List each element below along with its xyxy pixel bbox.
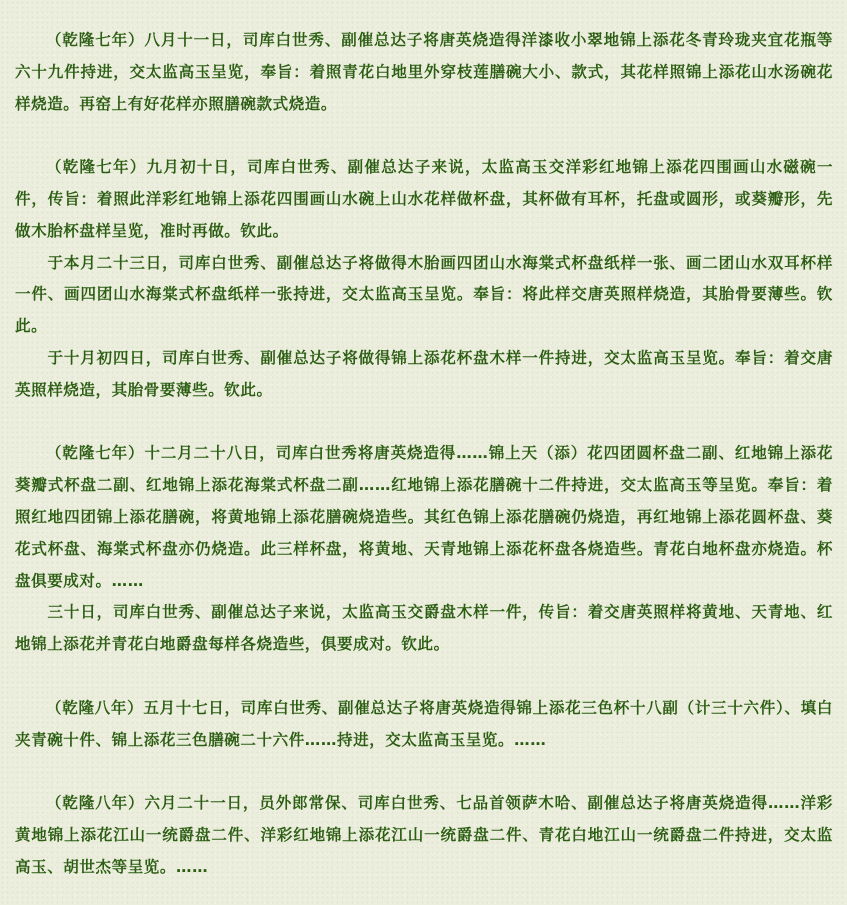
paragraph-qianlong7-aug11: （乾隆七年）八月十一日，司库白世秀、副催总达子将唐英烧造得洋漆收小翠地锦上添花冬青玲珑夹宜花瓶等六十九件持进，交太监高玉呈览，奉旨：着照青花白地里外穿枝莲膳碗大小、款式，其花样照锦上添花山水汤碗花样烧造。再窑上有好花样亦照膳碗款式烧造。 [15,31,833,113]
paragraph-qianlong7-dec28: （乾隆七年）十二月二十八日，司库白世秀将唐英烧造得……锦上天（添）花四团圆杯盘二副、红地锦上添花葵瓣式杯盘二副、红地锦上添花海棠式杯盘二副……红地锦上添花膳碗十二件持进，交太监高玉等呈览。奉旨：着照红地四团锦上添花膳碗，将黄地锦上添花膳碗烧造些。其红色锦上添花膳碗仍烧造，再红地锦上添花圆杯盘、葵花式杯盘、海棠式杯盘亦仍烧造。此三样杯盘，将黄地、天青地锦上添花杯盘各烧造些。青花白地杯盘亦烧造。杯盘俱要成对。…… [15,444,833,590]
paragraph-dec30: 三十日，司库白世秀、副催总达子来说，太监高玉交爵盘木样一件，传旨：着交唐英照样将黄地、天青地、红地锦上添花并青花白地爵盘每样各烧造些，俱要成对。钦此。 [15,603,833,654]
paragraph-qianlong8-may17: （乾隆八年）五月十七日，司库白世秀、副催总达子将唐英烧造得锦上添花三色杯十八副（计三十六件）、填白夹青碗十件、锦上添花三色膳碗二十六件……持进，交太监高玉呈览。…… [15,698,833,749]
paragraph-qianlong8-jun21: （乾隆八年）六月二十一日，员外郎常保、司库白世秀、七品首领萨木哈、副催总达子将唐英烧造得……洋彩黄地锦上添花江山一统爵盘二件、洋彩红地锦上添花江山一统爵盘二件、青花白地江山一统爵盘二件持进，交太监高玉、胡世杰等呈览。…… [15,794,833,876]
paragraph-oct04: 于十月初四日，司库白世秀、副催总达子将做得锦上添花杯盘木样一件持进，交太监高玉呈览。奉旨：着交唐英照样烧造，其胎骨要薄些。钦此。 [15,348,833,399]
paragraph-sep23: 于本月二十三日，司库白世秀、副催总达子将做得木胎画四团山水海棠式杯盘纸样一张、画二团山水双耳杯样一件、画四团山水海棠式杯盘纸样一张持进，交太监高玉呈览。奉旨：将此样交唐英照样烧造，其胎骨要薄些。钦此。 [15,253,833,336]
paragraph-qianlong7-sep10: （乾隆七年）九月初十日，司库白世秀、副催总达子来说，太监高玉交洋彩红地锦上添花四围画山水磁碗一件，传旨：着照此洋彩红地锦上添花四围画山水碗上山水花样做杯盘，其杯做有耳杯，托盘或圆形，或葵瓣形，先做木胎杯盘样呈览，准时再做。钦此。 [15,158,833,240]
